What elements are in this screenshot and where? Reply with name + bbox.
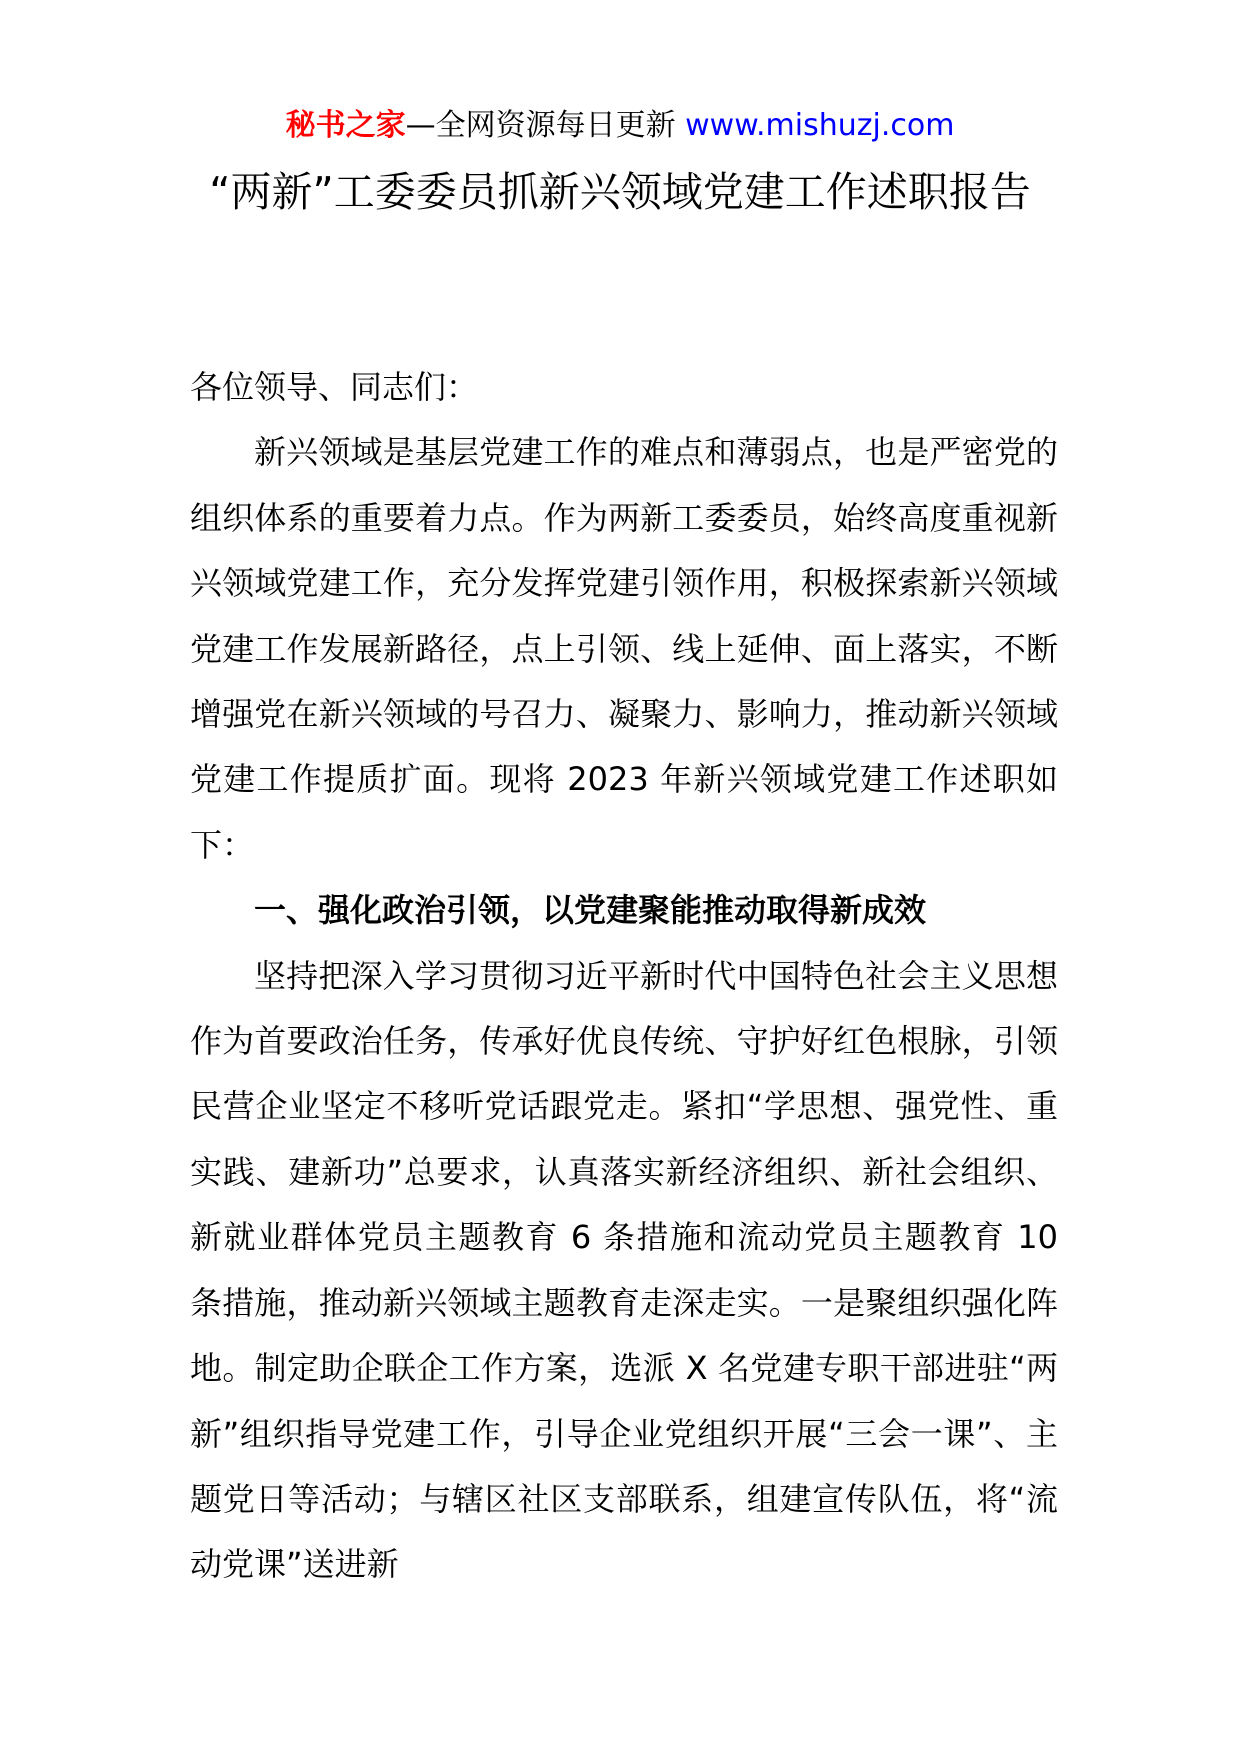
site-url-link[interactable]: www.mishuzj.com: [685, 108, 955, 143]
paragraph-intro: 新兴领域是基层党建工作的难点和薄弱点，也是严密党的组织体系的重要着力点。作为两新工委委员，始终高度重视新兴领域党建工作，充分发挥党建引领作用，积极探索新兴领域党建工作发展新路径，点上引领、线上延伸、面上落实，不断增强党在新兴领域的号召力、凝聚力、影响力，推动新兴领域党建工作提质扩面。现将 2023 年新兴领域党建工作述职如下：: [190, 433, 1058, 864]
site-brand: 秘书之家: [285, 108, 406, 143]
document-body: [190, 355, 1058, 1598]
site-tagline: —全网资源每日更新: [405, 108, 686, 143]
paragraph-section-1: 坚持把深入学习贯彻习近平新时代中国特色社会主义思想作为首要政治任务，传承好优良传统、守护好红色根脉，引领民营企业坚定不移听党话跟党走。紧扣“学思想、强党性、重实践、建新功”总要求，认真落实新经济组织、新社会组织、新就业群体党员主题教育 6 条措施和流动党员主题教育 10 条措施，推动新兴领域主题教育走深走实。一是聚组织强化阵地。制定助企联企工作方案，选派 X 名党建专职干部进驻“两新”组织指导党建工作，引导企业党组织开展“三会一课”、主题党日等活动；与辖区社区支部联系，组建宣传队伍，将“流动党课”送进新: [190, 956, 1058, 1584]
section-heading-1: 一、强化政治引领，以党建聚能推动取得新成效: [254, 891, 927, 930]
salutation: 各位领导、同志们：: [190, 368, 479, 406]
site-header: [0, 104, 1240, 148]
document-title: “两新”工委委员抓新兴领域党建工作述职报告: [209, 168, 1031, 216]
